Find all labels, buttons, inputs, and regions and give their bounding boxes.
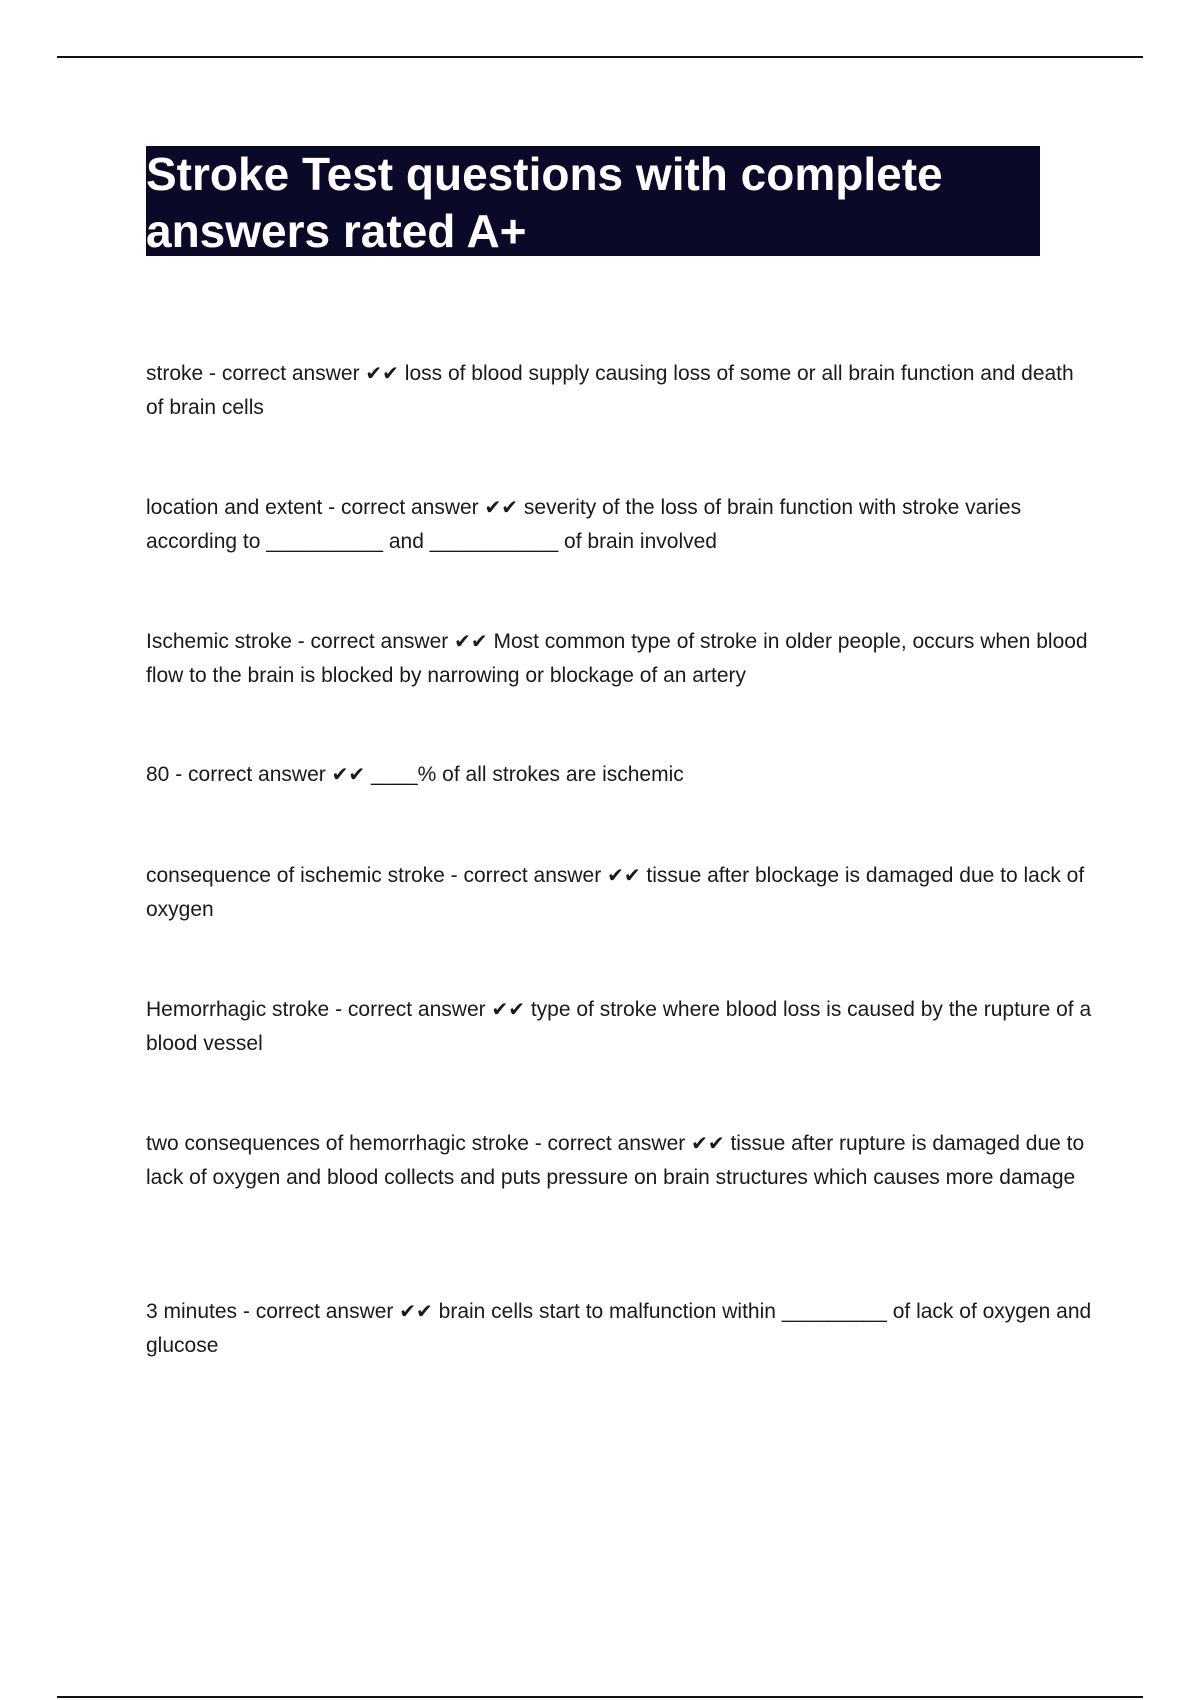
qa-definition: severity of the loss of brain function with stroke varies according to __________ and ___________ of brain involved (146, 496, 1022, 553)
qa-term: 3 minutes (146, 1300, 238, 1323)
check-icon: ✔✔ (491, 997, 525, 1021)
qa-marker: correct answer (221, 362, 360, 385)
qa-term: location and extent (146, 496, 323, 519)
qa-item-2 (146, 490, 1096, 559)
qa-marker: correct answer (347, 998, 486, 1021)
qa-item-3 (146, 624, 1096, 693)
qa-term: Hemorrhagic stroke (146, 998, 330, 1021)
qa-marker: correct answer (547, 1132, 686, 1155)
qa-separator: - (329, 998, 348, 1021)
qa-item-7 (146, 1126, 1096, 1195)
check-icon: ✔✔ (365, 361, 399, 385)
qa-separator: - (237, 1300, 256, 1323)
qa-marker: correct answer (188, 763, 326, 786)
qa-separator: - (322, 496, 341, 519)
check-icon: ✔✔ (454, 629, 488, 653)
check-icon: ✔✔ (691, 1131, 725, 1155)
qa-term: Ischemic stroke (146, 630, 292, 653)
check-icon: ✔✔ (399, 1299, 433, 1323)
qa-item-6 (146, 992, 1096, 1061)
check-icon: ✔✔ (331, 762, 366, 786)
qa-marker: correct answer (340, 496, 479, 519)
qa-term: stroke (146, 362, 204, 385)
qa-item-8 (146, 1294, 1096, 1363)
document-title: Stroke Test questions with complete answers rated A+ (146, 148, 943, 257)
qa-term: 80 (146, 763, 170, 786)
qa-separator: - (203, 362, 222, 385)
qa-item-1 (146, 356, 1096, 425)
qa-definition: tissue after blockage is damaged due to lack of oxygen (146, 864, 1085, 921)
qa-marker: correct answer (463, 864, 602, 887)
qa-item-4 (146, 757, 1096, 792)
qa-separator: - (528, 1132, 548, 1155)
qa-definition: type of stroke where blood loss is caused by the rupture of a blood vessel (146, 998, 1092, 1055)
qa-definition: loss of blood supply causing loss of some or all brain function and death of brain cells (146, 362, 1074, 419)
bottom-rule (57, 1696, 1143, 1698)
qa-definition: brain cells start to malfunction within _________ of lack of oxygen and glucose (146, 1300, 1092, 1357)
check-icon: ✔✔ (607, 863, 641, 887)
qa-separator: - (169, 763, 189, 786)
qa-definition: tissue after rupture is damaged due to lack of oxygen and blood collects and puts pressure on brain structures which causes more damage (146, 1132, 1085, 1189)
qa-separator: - (444, 864, 464, 887)
check-icon: ✔✔ (484, 495, 519, 519)
top-rule (57, 56, 1143, 58)
qa-term: two consequences of hemorrhagic stroke (146, 1132, 529, 1155)
qa-marker: correct answer (310, 630, 449, 653)
qa-definition: Most common type of stroke in older people, occurs when blood flow to the brain is blocked by narrowing or blockage of an artery (146, 630, 1088, 687)
qa-separator: - (291, 630, 311, 653)
title-banner (146, 146, 1040, 256)
qa-definition: ____% of all strokes are ischemic (370, 763, 684, 786)
qa-marker: correct answer (255, 1300, 394, 1323)
qa-item-5 (146, 858, 1096, 927)
qa-term: consequence of ischemic stroke (146, 864, 445, 887)
